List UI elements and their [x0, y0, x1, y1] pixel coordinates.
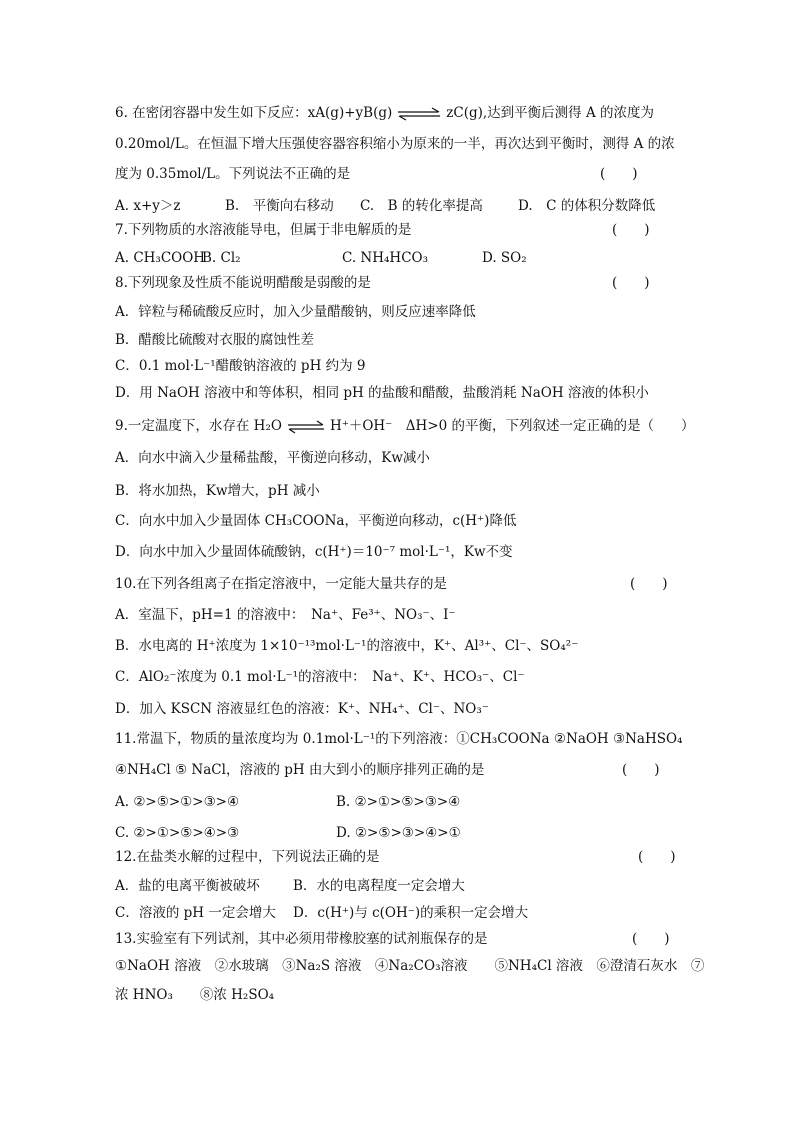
q12-option-d: D．c(H⁺)与 c(OH⁻)的乘积一定会增大 [293, 905, 529, 921]
q12-options-row2 [115, 903, 675, 923]
q11-option-d: D. ②>⑤>③>④>① [336, 825, 461, 841]
q10-stem: 10.在下列各组离子在指定溶液中，一定能大量共存的是 [115, 576, 447, 592]
q9-option-b: B．将水加热，Kw增大，pH 减小 [115, 483, 320, 499]
q8-answer-paren: ( ) [612, 275, 650, 291]
q9-text-2: H⁺＋OH⁻ ΔH>0 的平衡，下列叙述一定正确的是（ ） [329, 418, 695, 434]
q9-stem [115, 416, 695, 436]
q12-option-b: B．水的电离程度一定会增大 [293, 878, 465, 894]
q6-text: 6. 在密闭容器中发生如下反应：xA(g)+yB(g) [115, 105, 393, 121]
q11-stem-1: 11.常温下，物质的量浓度均为 0.1mol·L⁻¹的下列溶液：①CH₃COONa ②NaOH ③NaHSO₄ [115, 731, 683, 747]
equilibrium-arrow-icon [286, 422, 326, 432]
q6-option-c: C. B 的转化率提高 [360, 198, 483, 214]
q10-answer-paren: ( ) [630, 576, 668, 592]
q12-option-a: A．盐的电离平衡被破坏 [115, 878, 260, 894]
q10-option-b: B．水电离的 H⁺浓度为 1×10⁻¹³mol·L⁻¹的溶液中，K⁺、Al³⁺、Cl⁻、SO₄²⁻ [115, 638, 579, 654]
q10-option-c: C．AlO₂⁻浓度为 0.1 mol·L⁻¹的溶液中： Na⁺、K⁺、HCO₃⁻、Cl⁻ [115, 669, 525, 685]
q11-answer-paren: ( ) [622, 762, 660, 778]
q11-option-b: B. ②>①>⑤>③>④ [336, 794, 461, 810]
q6-option-d: D. C 的体积分数降低 [518, 198, 656, 214]
q12-stem: 12.在盐类水解的过程中，下列说法正确的是 [115, 849, 380, 865]
q6-options [115, 196, 675, 216]
q12-options-row1 [115, 876, 675, 896]
q10-option-d: D．加入 KSCN 溶液显红色的溶液：K⁺、NH₄⁺、Cl⁻、NO₃⁻ [115, 701, 489, 717]
equilibrium-arrow-icon [396, 109, 442, 119]
q11-options-row2 [115, 823, 675, 843]
q13-answer-paren: ( ) [632, 931, 670, 947]
q8-option-d: D．用 NaOH 溶液中和等体积，相同 pH 的盐酸和醋酸，盐酸消耗 NaOH 溶液的体积小 [115, 385, 649, 401]
q9-option-c: C．向水中加入少量固体 CH₃COONa，平衡逆向移动，c(H⁺)降低 [115, 513, 517, 529]
q7-stem: 7.下列物质的水溶液能导电，但属于非电解质的是 [115, 222, 412, 238]
q12-option-c: C．溶液的 pH 一定会增大 [115, 905, 276, 921]
q8-option-c: C．0.1 mol·L⁻¹醋酸钠溶液的 pH 约为 9 [115, 358, 366, 374]
q8-option-a: A．锌粒与稀硫酸反应时，加入少量醋酸钠，则反应速率降低 [115, 304, 476, 320]
q13-items-2: 浓 HNO₃ ⑧浓 H₂SO₄ [115, 987, 275, 1003]
q9-option-a: A．向水中滴入少量稀盐酸，平衡逆向移动，Kw减小 [115, 450, 430, 466]
q11-stem-2: ④NH₄Cl ⑤ NaCl，溶液的 pH 由大到小的顺序排列正确的是 [115, 762, 485, 778]
q6-line3: 度为 0.35mol/L。下列说法不正确的是 [115, 166, 351, 182]
q6-text-2: zC(g),达到平衡后测得 A 的浓度为 [446, 105, 654, 121]
q13-stem: 13.实验室有下列试剂，其中必须用带橡胶塞的试剂瓶保存的是 [115, 931, 488, 947]
q7-option-d: D. SO₂ [482, 250, 527, 266]
q7-option-c: C. NH₄HCO₃ [342, 250, 429, 266]
q10-option-a: A．室温下，pH=1 的溶液中： Na⁺、Fe³⁺、NO₃⁻、I⁻ [115, 607, 456, 623]
q8-option-b: B．醋酸比硫酸对衣服的腐蚀性差 [115, 332, 314, 348]
q11-options-row1 [115, 792, 675, 812]
q6-answer-paren: ( ) [600, 166, 638, 182]
q7-option-a: A. CH₃COOH [115, 250, 206, 266]
q7-answer-paren: ( ) [612, 222, 650, 238]
q11-option-c: C. ②>①>⑤>④>③ [115, 825, 240, 841]
q6-line1 [115, 103, 675, 123]
q12-answer-paren: ( ) [638, 849, 676, 865]
q8-stem: 8.下列现象及性质不能说明醋酸是弱酸的是 [115, 275, 371, 291]
q6-line2: 0.20mol/L。在恒温下增大压强使容器容积缩小为原来的一半，再次达到平衡时，测得 A 的浓 [115, 136, 675, 152]
q7-options [115, 248, 675, 268]
q7-option-b: B. Cl₂ [202, 250, 241, 266]
q6-option-a: A. x+y＞z [115, 198, 181, 214]
q9-option-d: D．向水中加入少量固体硫酸钠，c(H⁺)＝10⁻⁷ mol·L⁻¹，Kw不变 [115, 544, 513, 560]
q13-items-1: ①NaOH 溶液 ②水玻璃 ③Na₂S 溶液 ④Na₂CO₃溶液 ⑤NH₄Cl 溶液 ⑥澄清石灰水 ⑦ [115, 958, 705, 974]
q9-text: 9.一定温度下，水存在 H₂O [115, 418, 282, 434]
q6-option-b: B. 平衡向右移动 [225, 198, 334, 214]
q11-option-a: A. ②>⑤>①>③>④ [115, 794, 240, 810]
